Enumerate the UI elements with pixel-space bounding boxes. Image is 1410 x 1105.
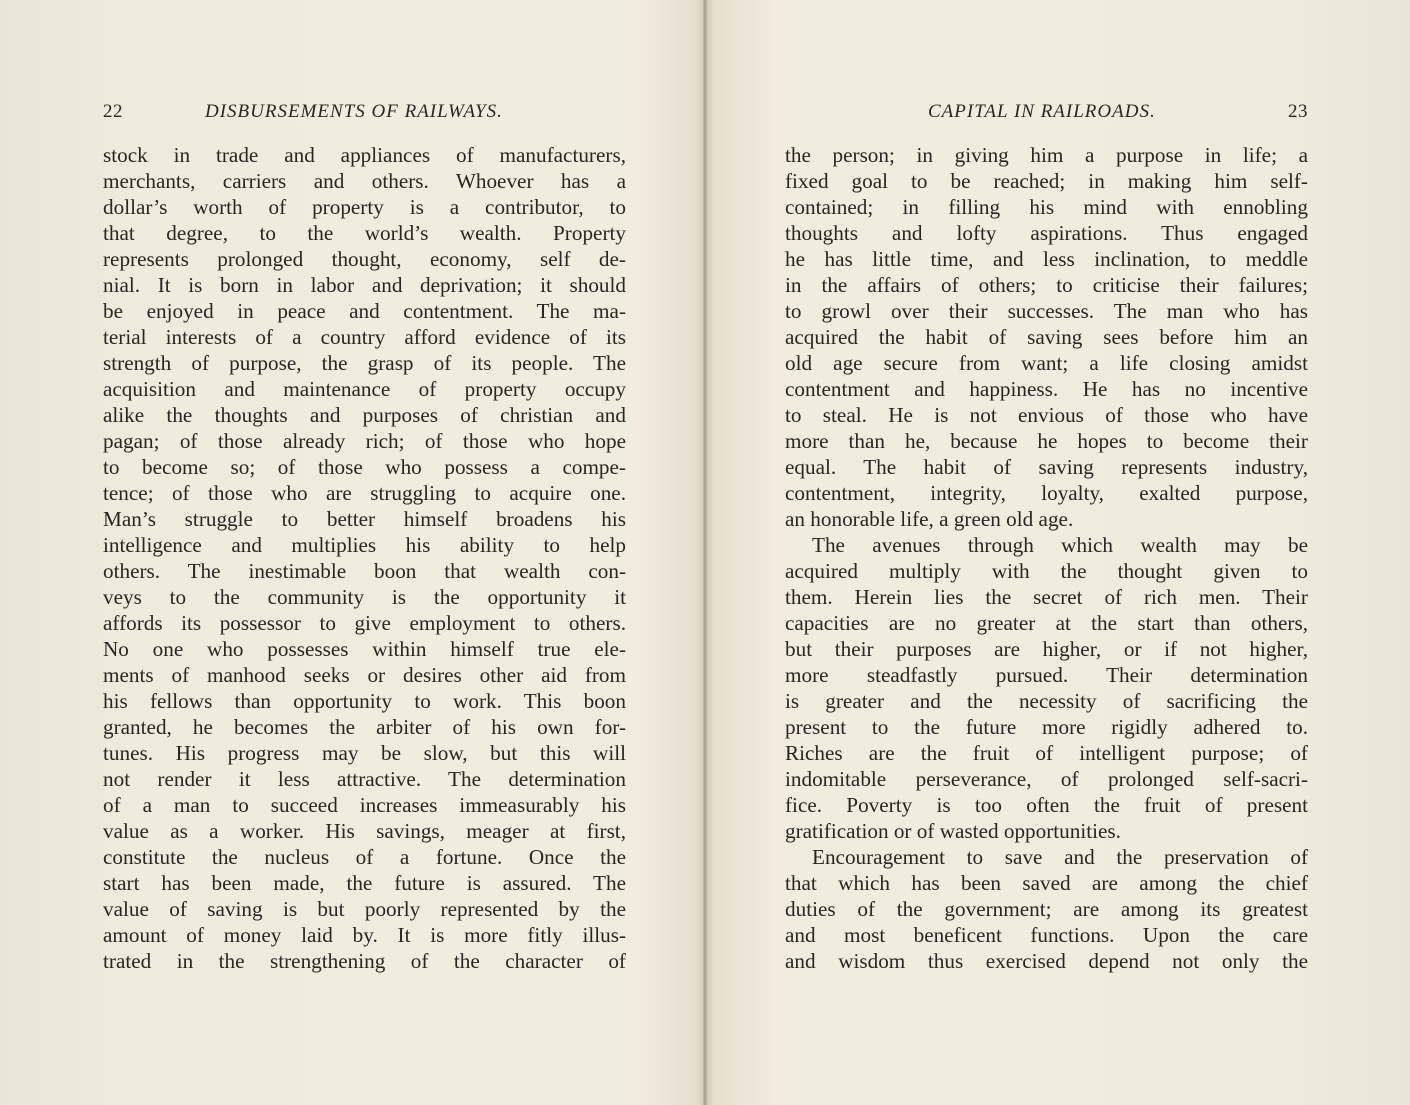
text-line: not render it less attractive. The determination <box>103 767 626 791</box>
text-line: be enjoyed in peace and contentment. The ma- <box>103 299 626 323</box>
right-page-header <box>785 98 1308 126</box>
text-line: equal. The habit of saving represents industry, <box>785 455 1308 479</box>
right-page-body <box>785 142 1308 974</box>
text-line: to become so; of those who possess a compe- <box>103 455 626 479</box>
text-line: The avenues through which wealth may be <box>812 533 1308 557</box>
text-line: Man’s struggle to better himself broadens his <box>103 507 626 531</box>
text-line: and wisdom thus exercised depend not only the <box>785 949 1308 973</box>
text-line: them. Herein lies the secret of rich men. Their <box>785 585 1308 609</box>
text-line: that degree, to the world’s wealth. Property <box>103 221 626 245</box>
text-line: amount of money laid by. It is more fitly illus- <box>103 923 626 947</box>
text-line: he has little time, and less inclination, to meddle <box>785 247 1308 271</box>
text-line: contentment, integrity, loyalty, exalted purpose, <box>785 481 1308 505</box>
text-line: contained; in filling his mind with ennobling <box>785 195 1308 219</box>
text-line: fixed goal to be reached; in making him self- <box>785 169 1308 193</box>
right-page-number: 23 <box>1288 101 1308 122</box>
text-line: dollar’s worth of property is a contributor, to <box>103 195 626 219</box>
text-line: granted, he becomes the arbiter of his own for- <box>103 715 626 739</box>
text-line: affords its possessor to give employment to others. <box>103 611 626 635</box>
text-line: to growl over their successes. The man who has <box>785 299 1308 323</box>
text-line: the person; in giving him a purpose in life; a <box>785 143 1308 167</box>
text-line: but their purposes are higher, or if not higher, <box>785 637 1308 661</box>
text-line: thoughts and lofty aspirations. Thus engaged <box>785 221 1308 245</box>
right-page <box>707 0 1410 1105</box>
text-line: that which has been saved are among the chief <box>785 871 1308 895</box>
text-line: merchants, carriers and others. Whoever has a <box>103 169 626 193</box>
text-line: an honorable life, a green old age. <box>785 507 1074 531</box>
left-running-head: DISBURSEMENTS OF RAILWAYS. <box>205 101 503 122</box>
text-line: constitute the nucleus of a fortune. Once the <box>103 845 626 869</box>
text-line: in the affairs of others; to criticise their failures; <box>785 273 1308 297</box>
text-line: Riches are the fruit of intelligent purpose; of <box>785 741 1308 765</box>
text-line: acquired the habit of saving sees before him an <box>785 325 1308 349</box>
text-line: acquired multiply with the thought given to <box>785 559 1308 583</box>
text-line: acquisition and maintenance of property occupy <box>103 377 626 401</box>
text-line: capacities are no greater at the start than others, <box>785 611 1308 635</box>
text-line: to steal. He is not envious of those who have <box>785 403 1308 427</box>
text-line: contentment and happiness. He has no incentive <box>785 377 1308 401</box>
left-page-number: 22 <box>103 101 123 122</box>
text-line: terial interests of a country afford evidence of its <box>103 325 626 349</box>
text-line: is greater and the necessity of sacrificing the <box>785 689 1308 713</box>
text-line: indomitable perseverance, of prolonged self-sacri- <box>785 767 1308 791</box>
text-line: represents prolonged thought, economy, self de- <box>103 247 626 271</box>
text-line: intelligence and multiplies his ability to help <box>103 533 626 557</box>
text-line: present to the future more rigidly adhered to. <box>785 715 1308 739</box>
right-running-head: CAPITAL IN RAILROADS. <box>928 101 1156 122</box>
text-line: trated in the strengthening of the character of <box>103 949 626 973</box>
text-line: gratification or of wasted opportunities. <box>785 819 1121 843</box>
text-line: strength of purpose, the grasp of its people. The <box>103 351 626 375</box>
left-page-header <box>103 98 626 126</box>
text-line: veys to the community is the opportunity it <box>103 585 626 609</box>
text-line: value as a worker. His savings, meager at first, <box>103 819 626 843</box>
text-line: others. The inestimable boon that wealth con- <box>103 559 626 583</box>
text-line: his fellows than opportunity to work. This boon <box>103 689 626 713</box>
text-line: of a man to succeed increases immeasurably his <box>103 793 626 817</box>
text-line: fice. Poverty is too often the fruit of present <box>785 793 1308 817</box>
text-line: nial. It is born in labor and deprivation; it should <box>103 273 626 297</box>
text-line: stock in trade and appliances of manufacturers, <box>103 143 626 167</box>
text-line: tence; of those who are struggling to acquire one. <box>103 481 626 505</box>
text-line: tunes. His progress may be slow, but this will <box>103 741 626 765</box>
text-line: pagan; of those already rich; of those who hope <box>103 429 626 453</box>
text-line: more steadfastly pursued. Their determination <box>785 663 1308 687</box>
text-line: No one who possesses within himself true ele- <box>103 637 626 661</box>
text-line: ments of manhood seeks or desires other aid from <box>103 663 626 687</box>
text-line: value of saving is but poorly represented by the <box>103 897 626 921</box>
text-line: old age secure from want; a life closing amidst <box>785 351 1308 375</box>
text-line: duties of the government; are among its greatest <box>785 897 1308 921</box>
text-line: Encouragement to save and the preservation of <box>812 845 1308 869</box>
left-page <box>0 0 703 1105</box>
text-line: start has been made, the future is assured. The <box>103 871 626 895</box>
text-line: more than he, because he hopes to become their <box>785 429 1308 453</box>
text-line: and most beneficent functions. Upon the care <box>785 923 1308 947</box>
left-page-body <box>103 142 626 974</box>
text-line: alike the thoughts and purposes of christian and <box>103 403 626 427</box>
